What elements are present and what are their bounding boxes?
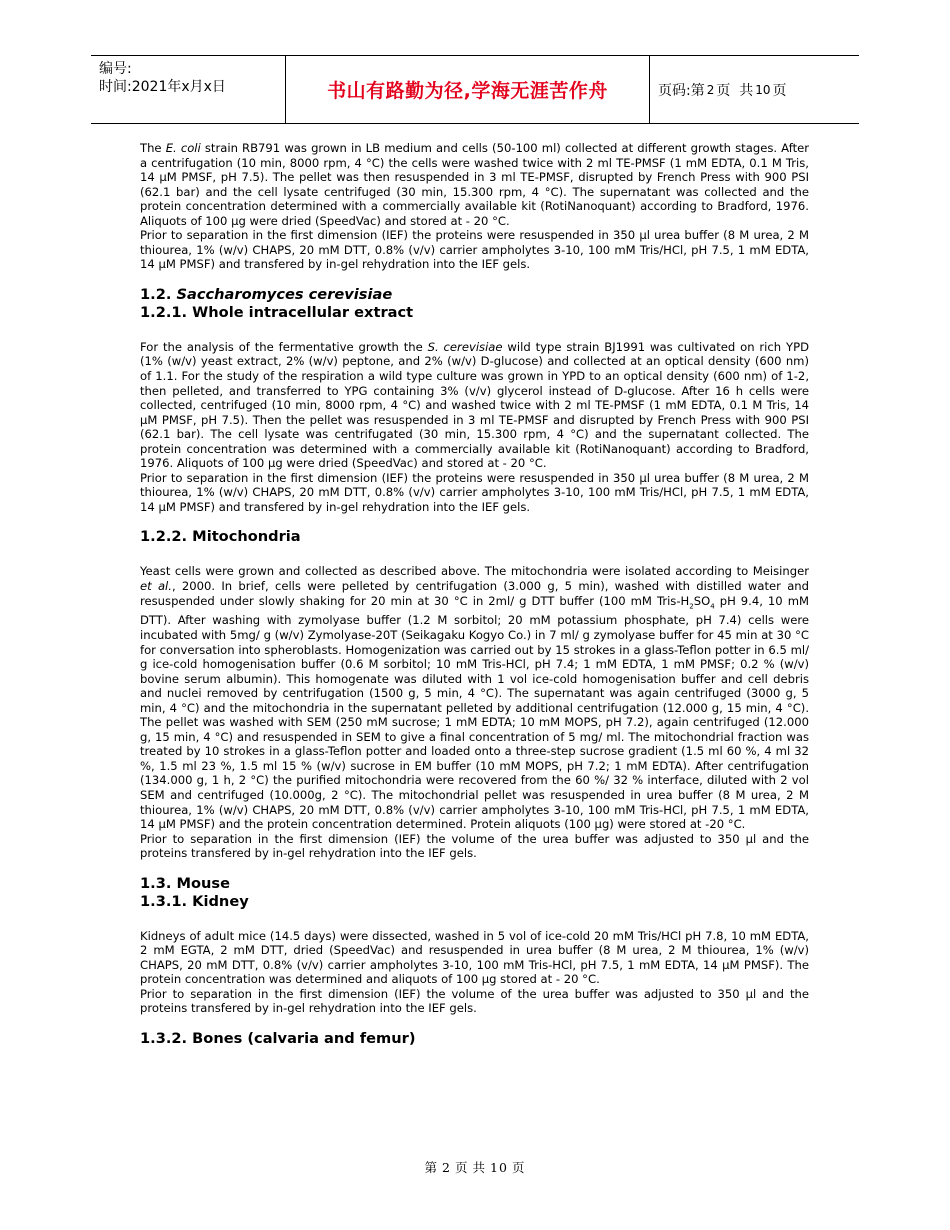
document-body: [140, 141, 809, 1048]
paragraph-ief-mito: Prior to separation in the first dimension (IEF) the volume of the urea buffer was adjusted to 350 µl and the proteins transfered by in-gel rehydration into the IEF gels.: [140, 831, 809, 861]
header-meta: [99, 60, 285, 96]
heading-1-3-2: 1.3.2. Bones (calvaria and femur): [140, 1030, 416, 1048]
page-footer: 第 2 页 共 10 页: [424, 1160, 526, 1175]
heading-1-2: 1.2. Saccharomyces cerevisiae: [140, 285, 393, 303]
footer-page-number: 2: [442, 1160, 451, 1175]
header-page-info: 页码:第 2 页 共 10 页: [658, 82, 787, 99]
header-table: [91, 55, 859, 124]
footer-page-total: 10: [490, 1160, 508, 1175]
paragraph-ief-ecoli: Prior to separation in the first dimension (IEF) the proteins were resuspended in 350 µl urea buffer (8 M urea, 2 M thiourea, 1% (w/v) CHAPS, 20 mM DTT, 0.8% (v/v) carrier ampholytes 3-10, 100 mM Tris/HCl, pH 7.5, 1 mM EDTA, 14 µM PMSF) and transfered by in-gel rehydration into the IEF gels.: [140, 228, 809, 272]
heading-1-3: 1.3. Mouse: [140, 874, 230, 892]
paragraph-ecoli: The E. coli strain RB791 was grown in LB medium and cells (50-100 ml) collected at different growth stages. After a centrifugation (10 min, 8000 rpm, 4 °C) the cells were washed twice with 2 ml TE-PMSF (1 mM EDTA, 0.1 M Tris, 14 µM PMSF, pH 7.5). The pellet was then resuspended in 3 ml TE-PMSF, disrupted by French Press with 900 PSI (62.1 bar) and the cell lysate centrifuged (30 min, 15.300 rpm, 4 °C). The supernatant was collected and the protein concentration determined with a commercially available kit (RotiNanoquant) according to Bradford, 1976. Aliquots of 100 µg were dried (SpeedVac) and stored at - 20 °C.: [140, 141, 810, 228]
paragraph-ief-kidney: Prior to separation in the first dimension (IEF) the volume of the urea buffer was adjusted to 350 µl and the proteins transfered by in-gel rehydration into the IEF gels.: [140, 986, 809, 1016]
heading-1-2-1: 1.2.1. Whole intracellular extract: [140, 303, 414, 321]
paragraph-mitochondria: Yeast cells were grown and collected as described above. The mitochondria were isolated according to Meisinger et al., 2000. In brief, cells were pelleted by centrifugation (3.000 g, 5 min), washed with distilled water and resuspended under slowly shaking for 20 min at 30 °C in 2ml/ g DTT buffer (100 mM Tris-$H_2SO_4$ pH 9.4, 10 mM DTT). After washing with zymolyase buffer (1.2 M sorbitol; 20 mM potassium phosphate, pH 7.4) cells were incubated with 5mg/ g (w/v) Zymolyase-20T (Seikagaku Kogyo Co.) in 7 ml/ g zymolyase buffer for 45 min at 30 °C for conversation into spheroblasts. Homogenization was carried out by 15 strokes in a glass-Teflon potter in 6.5 ml/ g ice-cold homogenisation buffer (0.6 M sorbitol; 10 mM Tris-HCl, pH 7.4; 1 mM EDTA, 1 mM PMSF; 0.2 % (w/v) bovine serum albumin). This homogenate was diluted with 1 vol ice-cold homogenisation buffer and cell debris and nuclei removed by centrifugation (1500 g, 5 min, 4 °C). The supernatant was again centrifuged (3000 g, 5 min, 4 °C) and the mitochondria in the supernatant pelleted by additional centrifugation (12.000 g, 15 min, 4 °C). The pellet was washed with SEM (250 mM sucrose; 1 mM EDTA; 10 mM MOPS, pH 7.2), again centrifuged (12.000 g, 15 min, 4 °C) and resuspended in SEM to give a final concentration of 5 mg/ ml. The mitochondrial fraction was treated by 10 strokes in a glass-Teflon potter and loaded onto a three-step sucrose gradient (1.5 ml 60 %, 4 ml 32 %, 1.5 ml 23 %, 1.5 ml 15 % (w/v) sucrose in EM buffer (10 mM MOPS, pH 7.2; 1 mM EDTA). After centrifugation (134.000 g, 1 h, 2 °C) the purified mitochondria were recovered from the 60 %/ 32 % interface, diluted with 2 vol SEM and centrifuged (10.000g, 2 °C). The mitochondrial pellet was resuspended in urea buffer (8 M urea, 2 M thiourea, 1% (w/v) CHAPS, 20 mM DTT, 0.8% (v/v) carrier ampholytes 3-10, 100 mM Tris-HCl, pH 7.5, 1 mM EDTA, 14 µM PMSF) and the protein concentration determined. Protein aliquots (100 µg) were stored at -20 °C.: [140, 564, 810, 832]
time-label: 时间:2021年x月x日: [99, 79, 226, 95]
header-page-number: 2: [706, 82, 715, 97]
paragraph-kidney: Kidneys of adult mice (14.5 days) were dissected, washed in 5 vol of ice-cold 20 mM Tris/HCl pH 7.8, 10 mM EDTA, 2 mM EGTA, 2 mM DTT, dried (SpeedVac) and resuspended in urea buffer (8 M urea, 2 M thiourea, 1% (w/v) CHAPS, 20 mM DTT, 0.8% (v/v) carrier ampholytes 3-10, 100 mM Tris-HCl, pH 7.5, 1 mM EDTA, 14 µM PMSF). The protein concentration was determined and aliquots of 100 µg stored at - 20 °C.: [140, 928, 809, 987]
header-page-total: 10: [755, 82, 771, 97]
heading-1-3-1: 1.3.1. Kidney: [140, 892, 249, 910]
header-motto: 书山有路勤为径,学海无涯苦作舟: [327, 80, 608, 102]
code-label: 编号:: [99, 61, 132, 77]
paragraph-ief-yeast: Prior to separation in the first dimension (IEF) the proteins were resuspended in 350 µl urea buffer (8 M urea, 2 M thiourea, 1% (w/v) CHAPS, 20 mM DTT, 0.8% (v/v) carrier ampholytes 3-10, 100 mM Tris/HCl, pH 7.5, 1 mM EDTA, 14 µM PMSF) and transfered by in-gel rehydration into the IEF gels.: [140, 470, 809, 514]
heading-1-2-2: 1.2.2. Mitochondria: [140, 528, 301, 546]
header-divider: [649, 56, 650, 123]
paragraph-yeast-extract: For the analysis of the fermentative growth the S. cerevisiae wild type strain BJ1991 was cultivated on rich YPD (1% (w/v) yeast extract, 2% (w/v) peptone, and 2% (w/v) D-glucose) and collected at an optical density (600 nm) of 1.1. For the study of the respiration a wild type culture was grown in YPD to an optical density (600 nm) of 1-2, then pelleted, and transferred to YPG containing 3% (v/v) glycerol instead of D-glucose. After 16 h cells were collected, centrifuged (10 min, 8000 rpm, 4 °C) and washed twice with 2 ml TE-PMSF (1 mM EDTA, 0.1 M Tris, 14 µM PMSF, pH 7.5). Then the pellet was resuspended in 3 ml TE-PMSF and disrupted by French Press with 900 PSI (62.1 bar). The cell lysate was centrifugated (30 min, 15.300 rpm, 4 °C) and the supernatant collected. The protein concentration was determined with a commercially available kit (RotiNanoquant) according to Bradford, 1976. Aliquots of 100 µg were dried (SpeedVac) and stored at - 20 °C.: [140, 339, 810, 471]
